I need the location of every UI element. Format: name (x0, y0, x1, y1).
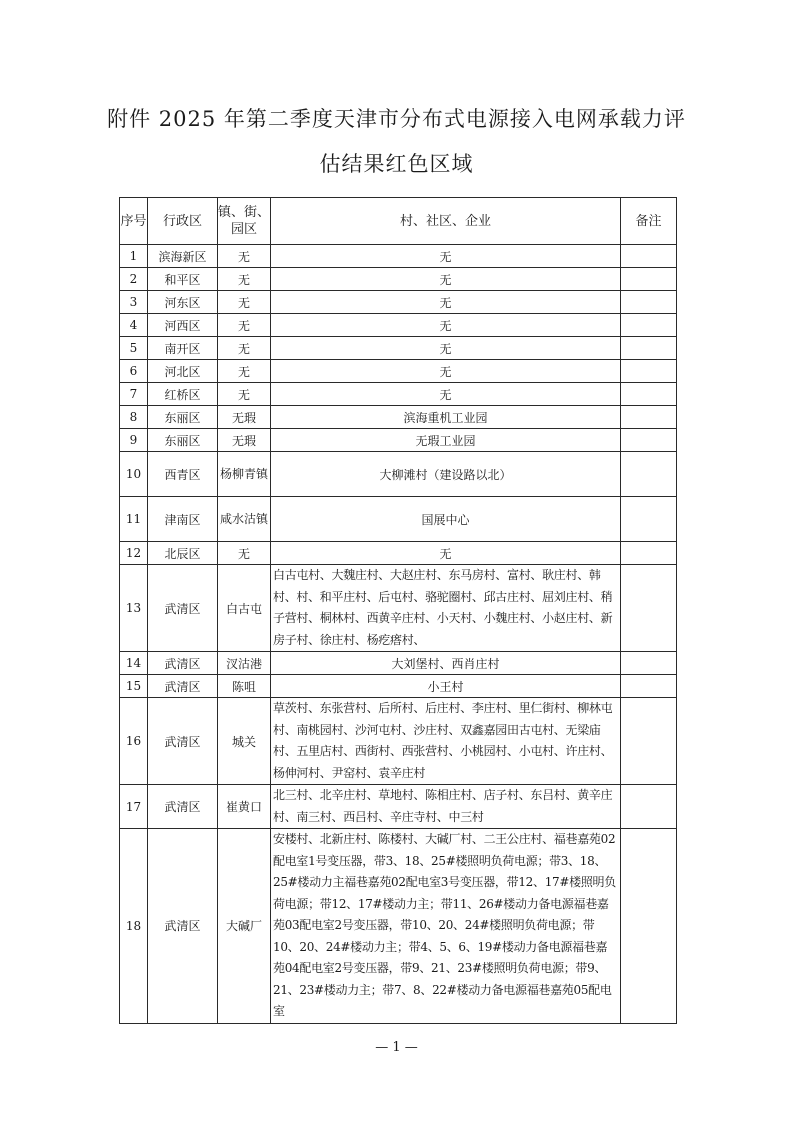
cell-seq: 4 (120, 314, 148, 337)
title-line-2: 估结果红色区域 (319, 152, 474, 176)
cell-seq: 17 (120, 785, 148, 829)
header-district: 行政区 (148, 198, 218, 245)
cell-town: 无 (218, 337, 271, 360)
table-row (120, 497, 677, 542)
document-title (80, 97, 713, 187)
cell-villages: 无 (271, 268, 621, 291)
table-row (120, 652, 677, 675)
page-number: — 1 — (375, 1040, 418, 1055)
cell-town: 白古屯 (218, 565, 271, 652)
cell-district: 滨海新区 (148, 245, 218, 268)
title-line-1: 附件 2025 年第二季度天津市分布式电源接入电网承载力评 (107, 107, 686, 131)
cell-remark (621, 406, 677, 429)
table-row (120, 268, 677, 291)
cell-villages: 国展中心 (271, 497, 621, 542)
cell-district: 河西区 (148, 314, 218, 337)
cell-town: 无 (218, 360, 271, 383)
cell-district: 津南区 (148, 497, 218, 542)
table-row (120, 360, 677, 383)
cell-remark (621, 314, 677, 337)
cell-remark (621, 497, 677, 542)
cell-villages: 无 (271, 360, 621, 383)
cell-town: 无 (218, 291, 271, 314)
cell-district: 北辰区 (148, 542, 218, 565)
header-villages: 村、社区、企业 (271, 198, 621, 245)
cell-seq: 9 (120, 429, 148, 452)
table-row (120, 383, 677, 406)
table-row (120, 429, 677, 452)
table-row (120, 406, 677, 429)
header-town: 镇、街、园区 (218, 198, 271, 245)
cell-villages: 北三村、北辛庄村、草地村、陈相庄村、店子村、东吕村、黄辛庄村、南三村、西吕村、辛庄寺村、中三村 (271, 785, 621, 829)
cell-town: 无瑕 (218, 406, 271, 429)
table-row (120, 337, 677, 360)
cell-town: 杨柳青镇 (218, 452, 271, 497)
cell-district: 河东区 (148, 291, 218, 314)
cell-villages: 草茨村、东张营村、后所村、后庄村、李庄村、里仁街村、柳林屯村、南桃园村、沙河屯村、沙庄村、双鑫嘉园田古屯村、无梁庙村、五里店村、西街村、西张营村、小桃园村、小屯村、许庄村、杨伸河村、尹窑村、袁辛庄村 (271, 698, 621, 785)
cell-district: 武清区 (148, 565, 218, 652)
cell-district: 南开区 (148, 337, 218, 360)
cell-district: 武清区 (148, 829, 218, 1024)
cell-remark (621, 565, 677, 652)
assessment-table (119, 197, 677, 1024)
cell-remark (621, 698, 677, 785)
cell-district: 河北区 (148, 360, 218, 383)
cell-villages: 无 (271, 337, 621, 360)
cell-villages: 无 (271, 383, 621, 406)
cell-remark (621, 337, 677, 360)
table-row (120, 291, 677, 314)
cell-town: 崔黄口 (218, 785, 271, 829)
cell-district: 武清区 (148, 675, 218, 698)
cell-district: 西青区 (148, 452, 218, 497)
cell-seq: 7 (120, 383, 148, 406)
cell-remark (621, 829, 677, 1024)
table-row (120, 698, 677, 785)
table-row (120, 314, 677, 337)
cell-villages: 无 (271, 314, 621, 337)
cell-remark (621, 291, 677, 314)
cell-villages: 大刘堡村、西肖庄村 (271, 652, 621, 675)
cell-district: 武清区 (148, 698, 218, 785)
cell-town: 无 (218, 383, 271, 406)
table-header-row (120, 198, 677, 245)
cell-villages: 白古屯村、大魏庄村、大赵庄村、东马房村、富村、耿庄村、韩村、村、和平庄村、后屯村、骆驼圈村、邱古庄村、屈刘庄村、稍子营村、桐林村、西黄辛庄村、小天村、小魏庄村、小赵庄村、新房子村、徐庄村、杨疙瘩村、 (271, 565, 621, 652)
table-row (120, 829, 677, 1024)
cell-villages: 安楼村、北新庄村、陈楼村、大碱厂村、二王公庄村、福巷嘉苑02配电室1号变压器，带3、18、25#楼照明负荷电源；带3、18、25#楼动力主福巷嘉苑02配电室3号变压器，带12、17#楼照明负荷电源；带12、17#楼动力主；带11、26#楼动力备电源福巷嘉苑03配电室2号变压器，带10、20、24#楼照明负荷电源；带10、20、24#楼动力主；带4、5、6、19#楼动力备电源福巷嘉苑04配电室2号变压器，带9、21、23#楼照明负荷电源；带9、21、23#楼动力主；带7、8、22#楼动力备电源福巷嘉苑05配电室 (271, 829, 621, 1024)
cell-seq: 12 (120, 542, 148, 565)
table-row (120, 245, 677, 268)
cell-villages: 大柳滩村（建设路以北） (271, 452, 621, 497)
cell-town: 无 (218, 245, 271, 268)
table-row (120, 452, 677, 497)
cell-seq: 1 (120, 245, 148, 268)
cell-villages: 无瑕工业园 (271, 429, 621, 452)
cell-seq: 2 (120, 268, 148, 291)
cell-remark (621, 429, 677, 452)
cell-seq: 16 (120, 698, 148, 785)
table-row (120, 785, 677, 829)
cell-town: 无 (218, 268, 271, 291)
cell-remark (621, 652, 677, 675)
header-remark: 备注 (621, 198, 677, 245)
cell-district: 红桥区 (148, 383, 218, 406)
header-seq: 序号 (120, 198, 148, 245)
cell-district: 东丽区 (148, 406, 218, 429)
cell-town: 无 (218, 314, 271, 337)
cell-seq: 8 (120, 406, 148, 429)
cell-town: 城关 (218, 698, 271, 785)
cell-town: 无 (218, 542, 271, 565)
cell-seq: 15 (120, 675, 148, 698)
cell-remark (621, 785, 677, 829)
cell-remark (621, 360, 677, 383)
cell-villages: 无 (271, 542, 621, 565)
cell-seq: 11 (120, 497, 148, 542)
cell-seq: 3 (120, 291, 148, 314)
cell-seq: 14 (120, 652, 148, 675)
cell-district: 武清区 (148, 652, 218, 675)
cell-villages: 滨海重机工业园 (271, 406, 621, 429)
cell-seq: 18 (120, 829, 148, 1024)
cell-district: 东丽区 (148, 429, 218, 452)
cell-remark (621, 452, 677, 497)
cell-town: 咸水沽镇 (218, 497, 271, 542)
cell-villages: 无 (271, 245, 621, 268)
cell-seq: 10 (120, 452, 148, 497)
cell-villages: 小王村 (271, 675, 621, 698)
cell-remark (621, 675, 677, 698)
cell-remark (621, 245, 677, 268)
cell-town: 大碱厂 (218, 829, 271, 1024)
cell-town: 汊沽港 (218, 652, 271, 675)
cell-seq: 5 (120, 337, 148, 360)
cell-seq: 6 (120, 360, 148, 383)
table-row (120, 565, 677, 652)
cell-district: 武清区 (148, 785, 218, 829)
cell-remark (621, 542, 677, 565)
cell-villages: 无 (271, 291, 621, 314)
cell-seq: 13 (120, 565, 148, 652)
cell-town: 无瑕 (218, 429, 271, 452)
cell-remark (621, 268, 677, 291)
cell-town: 陈咀 (218, 675, 271, 698)
cell-remark (621, 383, 677, 406)
table-row (120, 675, 677, 698)
table-row (120, 542, 677, 565)
cell-district: 和平区 (148, 268, 218, 291)
